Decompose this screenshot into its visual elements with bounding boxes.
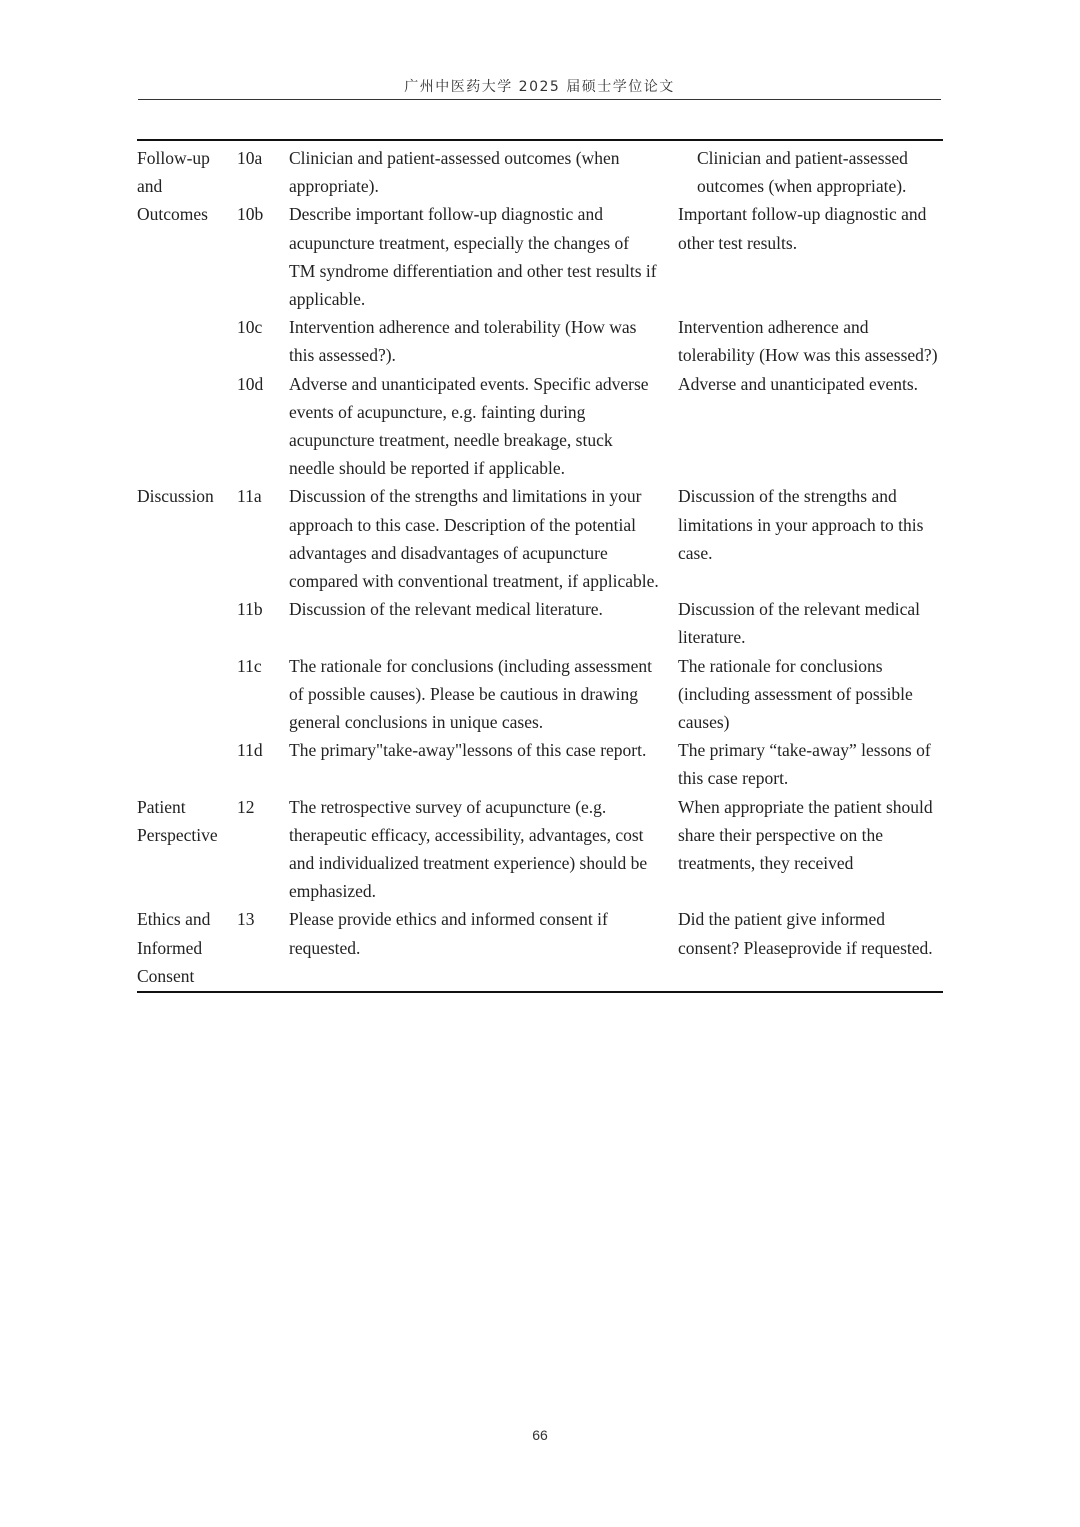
description-cell: Please provide ethics and informed consent if requested.	[289, 909, 608, 958]
item-number: 11a	[237, 486, 262, 507]
item-number: 11d	[237, 740, 263, 761]
description-cell: Intervention adherence and tolerability (How was this assessed?).	[289, 317, 637, 366]
section-cell	[137, 736, 237, 792]
care-cell: Discussion of the strengths and limitations in your approach to this case.	[678, 486, 924, 563]
header-rule	[138, 99, 941, 100]
table-row	[137, 200, 943, 313]
checklist-table	[137, 139, 943, 993]
column-gap	[659, 905, 678, 992]
item-number: 10d	[237, 373, 264, 394]
care-cell: Adverse and unanticipated events.	[678, 373, 919, 394]
column-gap	[659, 736, 678, 792]
item-number: 10b	[237, 204, 264, 225]
table-row	[137, 140, 943, 200]
care-cell: Did the patient give informed consent? Pleaseprovide if requested.	[678, 909, 933, 958]
description-cell: Discussion of the relevant medical literature.	[289, 599, 603, 620]
section-cell	[137, 313, 237, 369]
column-gap	[659, 313, 678, 369]
table-row	[137, 905, 943, 992]
description-cell: The primary"take-away"lessons of this case report.	[289, 740, 647, 761]
item-number: 10a	[237, 148, 263, 168]
table-row	[137, 793, 943, 906]
description-cell: Discussion of the strengths and limitations in your approach to this case. Description of the potential advantages and disadvantages of acupuncture compared with conventional treatment, if applicable.	[289, 486, 659, 592]
care-cell: Intervention adherence and tolerability (How was this assessed?)	[678, 317, 938, 366]
table-row	[137, 595, 943, 651]
column-gap	[659, 595, 678, 651]
section-cell: Patient Perspective	[137, 796, 218, 845]
section-cell: Discussion	[137, 486, 214, 507]
care-cell: Discussion of the relevant medical literature.	[678, 599, 921, 648]
care-cell: Clinician and patient-assessed outcomes (when appropriate).	[697, 148, 908, 197]
section-cell	[137, 652, 237, 737]
column-gap	[659, 482, 678, 595]
table-row	[137, 482, 943, 595]
item-number: 12	[237, 796, 255, 817]
description-cell: Clinician and patient-assessed outcomes (when appropriate).	[289, 148, 620, 197]
section-cell	[137, 370, 237, 483]
item-number: 11b	[237, 599, 263, 620]
description-cell: Adverse and unanticipated events. Specific adverse events of acupuncture, e.g. fainting during acupuncture treatment, needle breakage, stuck needle should be reported if applicable.	[289, 373, 649, 479]
column-gap	[659, 793, 678, 906]
section-cell	[137, 595, 237, 651]
section-cell: Ethics and Informed Consent	[137, 909, 211, 986]
care-cell: When appropriate the patient should share their perspective on the treatments, they received	[678, 796, 933, 874]
column-gap	[659, 140, 678, 200]
care-cell: Important follow-up diagnostic and other test results.	[678, 204, 927, 253]
section-cell: Outcomes	[137, 204, 208, 225]
table-row	[137, 736, 943, 792]
table-row	[137, 370, 943, 483]
section-cell: Follow-up and	[137, 148, 210, 197]
page-number: 66	[532, 1427, 548, 1443]
item-number: 10c	[237, 317, 263, 338]
description-cell: The retrospective survey of acupuncture (e.g. therapeutic efficacy, accessibility, advantages, cost and individualized treatment experience) should be emphasized.	[289, 796, 648, 902]
table-row	[137, 652, 943, 737]
table-row	[137, 313, 943, 369]
care-cell: The rationale for conclusions (including assessment of possible causes)	[678, 655, 913, 733]
item-number: 11c	[237, 655, 262, 676]
column-gap	[659, 370, 678, 483]
running-header: 广州中医药大学 2025 届硕士学位论文	[404, 79, 675, 95]
column-gap	[659, 652, 678, 737]
description-cell: The rationale for conclusions (including assessment of possible causes). Please be cautious in drawing general conclusions in unique cases.	[289, 655, 653, 733]
description-cell: Describe important follow-up diagnostic and acupuncture treatment, especially the changes of TM syndrome differentiation and other test results if applicable.	[289, 204, 657, 310]
column-gap	[659, 200, 678, 313]
item-number: 13	[237, 909, 255, 930]
care-cell: The primary “take-away” lessons of this case report.	[678, 740, 931, 789]
